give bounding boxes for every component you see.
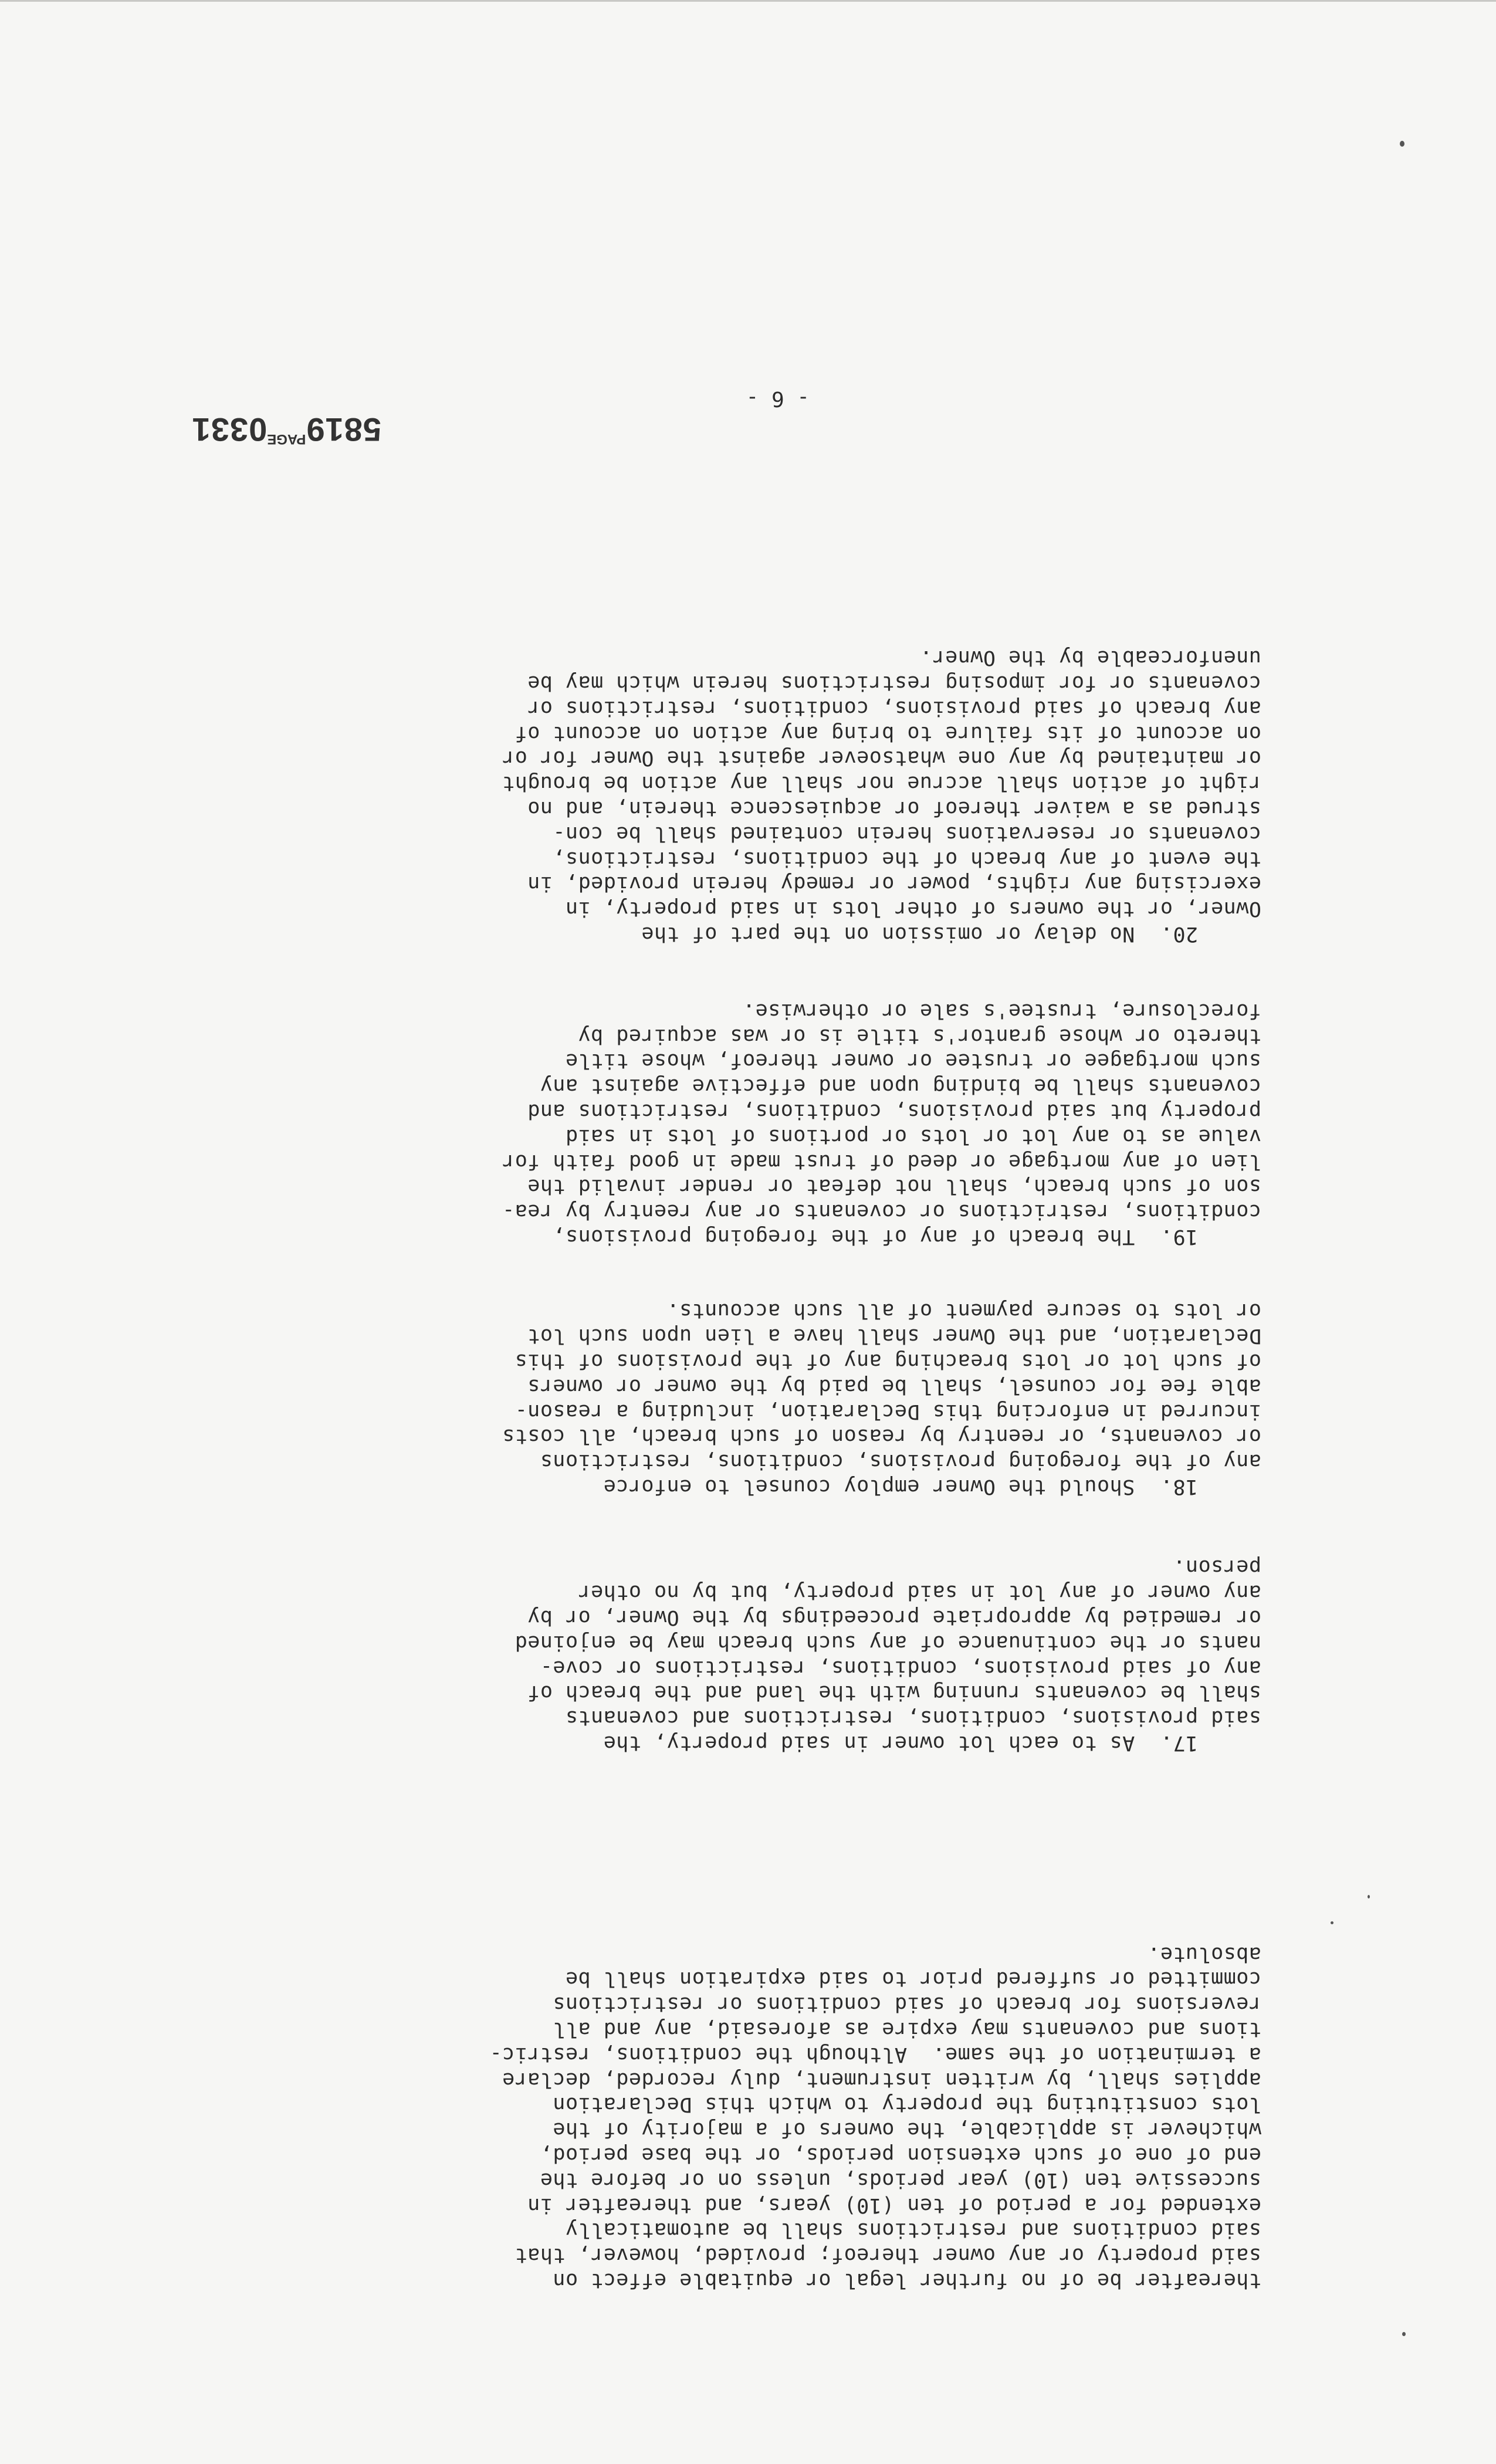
text-line: end of one of such extension periods, or the base period, — [540, 2143, 1261, 2167]
text-line: exercising any rights, power or remedy herein provided, in — [527, 872, 1261, 896]
text-line: son of such breach, shall not defeat or render invalid the — [527, 1175, 1261, 1199]
text-line: strued as a waiver thereof or acquiescence therein, and no — [527, 797, 1261, 821]
text-line: or maintained by any one whatsoever against the Owner for or — [502, 746, 1261, 770]
text-line: extended for a period of ten (10) years, and thereafter in — [527, 2193, 1261, 2217]
text-line: Owner, or the owners of other lots in said property, in — [565, 897, 1261, 921]
text-line: absolute. — [1147, 1942, 1261, 1966]
text-line: person. — [1172, 1555, 1261, 1579]
scan-speck — [1400, 141, 1404, 147]
text-line: property but said provisions, conditions, restrictions and — [527, 1099, 1261, 1123]
text-line: covenants or reservations herein contained shall be con- — [552, 821, 1261, 845]
text-line: 19. The breach of any of the foregoing provisions, — [552, 1225, 1261, 1248]
text-line: 20. No delay or omission on the part of the — [641, 922, 1261, 946]
text-line: a termination of the same. Although the conditions, restric- — [489, 2042, 1261, 2066]
recording-stamp — [192, 411, 381, 449]
text-line: Declaration, and the Owner shall have a lien upon such lot — [527, 1324, 1261, 1348]
paragraph-18 — [94, 1298, 1261, 1499]
text-line: the event of any breach of the conditions, restrictions, — [552, 847, 1261, 871]
text-line: or remedied by appropriate proceedings by the Owner, or by — [527, 1606, 1261, 1630]
text-line: any owner of any lot in said property, but by no other — [578, 1580, 1261, 1605]
text-line: covenants shall be binding upon and effective against any — [540, 1074, 1261, 1098]
text-line: said property or any owner thereof; provided, however, that — [515, 2243, 1261, 2267]
text-line: said provisions, conditions, restrictions and covenants — [565, 1706, 1261, 1730]
text-line: of such lot or lots breaching any of the provisions of this — [515, 1349, 1261, 1373]
stamp-book: 5819 — [306, 411, 381, 448]
text-line: 17. As to each lot owner in said property, the — [603, 1731, 1261, 1755]
text-line: unenforceable by the Owner. — [919, 646, 1261, 670]
text-line: conditions, restrictions or covenants or any reentry by rea- — [502, 1200, 1261, 1224]
text-line: shall be covenants running with the land and the breach of — [527, 1681, 1261, 1705]
text-line: right of action shall accrue nor shall any action be brought — [502, 771, 1261, 796]
text-line: value as to any lot or lots or portions of lots in said — [565, 1124, 1261, 1148]
text-line: such mortgagee or trustee or owner thereof, whose title — [565, 1049, 1261, 1073]
paragraph-20 — [94, 645, 1261, 946]
text-line: thereto or whose grantor's title is or was acquired by — [578, 1024, 1261, 1048]
text-line: any breach of said provisions, conditions, restrictions or — [527, 696, 1261, 720]
text-line: committed or suffered prior to said expiration shall be — [565, 1967, 1261, 1991]
text-line: nants or the continuance of any such breach may be enjoined — [515, 1630, 1261, 1654]
text-line: able fee for counsel, shall be paid by the owner or owners — [527, 1374, 1261, 1398]
scan-speck — [1331, 1921, 1333, 1924]
text-line: applies shall, by written instrument, duly recorded, declare — [502, 2067, 1261, 2091]
text-line: any of said provisions, conditions, restrictions or cove- — [540, 1656, 1261, 1680]
text-line: reversions for breach of said conditions or restrictions — [552, 1992, 1261, 2016]
text-line: on account of its failure to bring any action on account of — [515, 721, 1261, 745]
text-line: whichever is applicable, the owners of a majority of the — [552, 2118, 1261, 2142]
scan-speck — [1402, 2332, 1406, 2336]
scan-speck — [1368, 1895, 1370, 1898]
page-number: - 6 - — [746, 387, 810, 411]
text-line: lien of any mortgage or deed of trust made in good faith for — [502, 1149, 1261, 1173]
paragraph-19 — [94, 998, 1261, 1249]
text-line: 18. Should the Owner employ counsel to enforce — [603, 1475, 1261, 1498]
text-line: any of the foregoing provisions, conditions, restrictions — [540, 1450, 1261, 1474]
text-line: lots constituting the property to which this Declaration — [552, 2093, 1261, 2117]
stamp-page-label: PAGE — [267, 431, 306, 447]
text-line: or lots to secure payment of all such accounts. — [666, 1299, 1261, 1323]
text-line: thereafter be of no further legal or equitable effect on — [552, 2269, 1261, 2292]
text-line: foreclosure, trustee's sale or otherwise. — [742, 999, 1261, 1023]
text-line: tions and covenants may expire as aforesaid, any and all — [552, 2018, 1261, 2042]
text-line: incurred in enforcing this Declaration, including a reason- — [515, 1399, 1261, 1423]
text-line: said conditions and restrictions shall be automatically — [565, 2218, 1261, 2242]
paragraph-continuation — [94, 1941, 1261, 2293]
paragraph-17 — [94, 1555, 1261, 1755]
stamp-page: 0331 — [191, 411, 268, 448]
text-line: successive ten (10) year periods, unless on or before the — [540, 2168, 1261, 2192]
text-line: covenants or for imposing restrictions herein which may be — [527, 671, 1261, 695]
text-line: or covenants, or reentry by reason of such breach, all costs — [502, 1424, 1261, 1448]
